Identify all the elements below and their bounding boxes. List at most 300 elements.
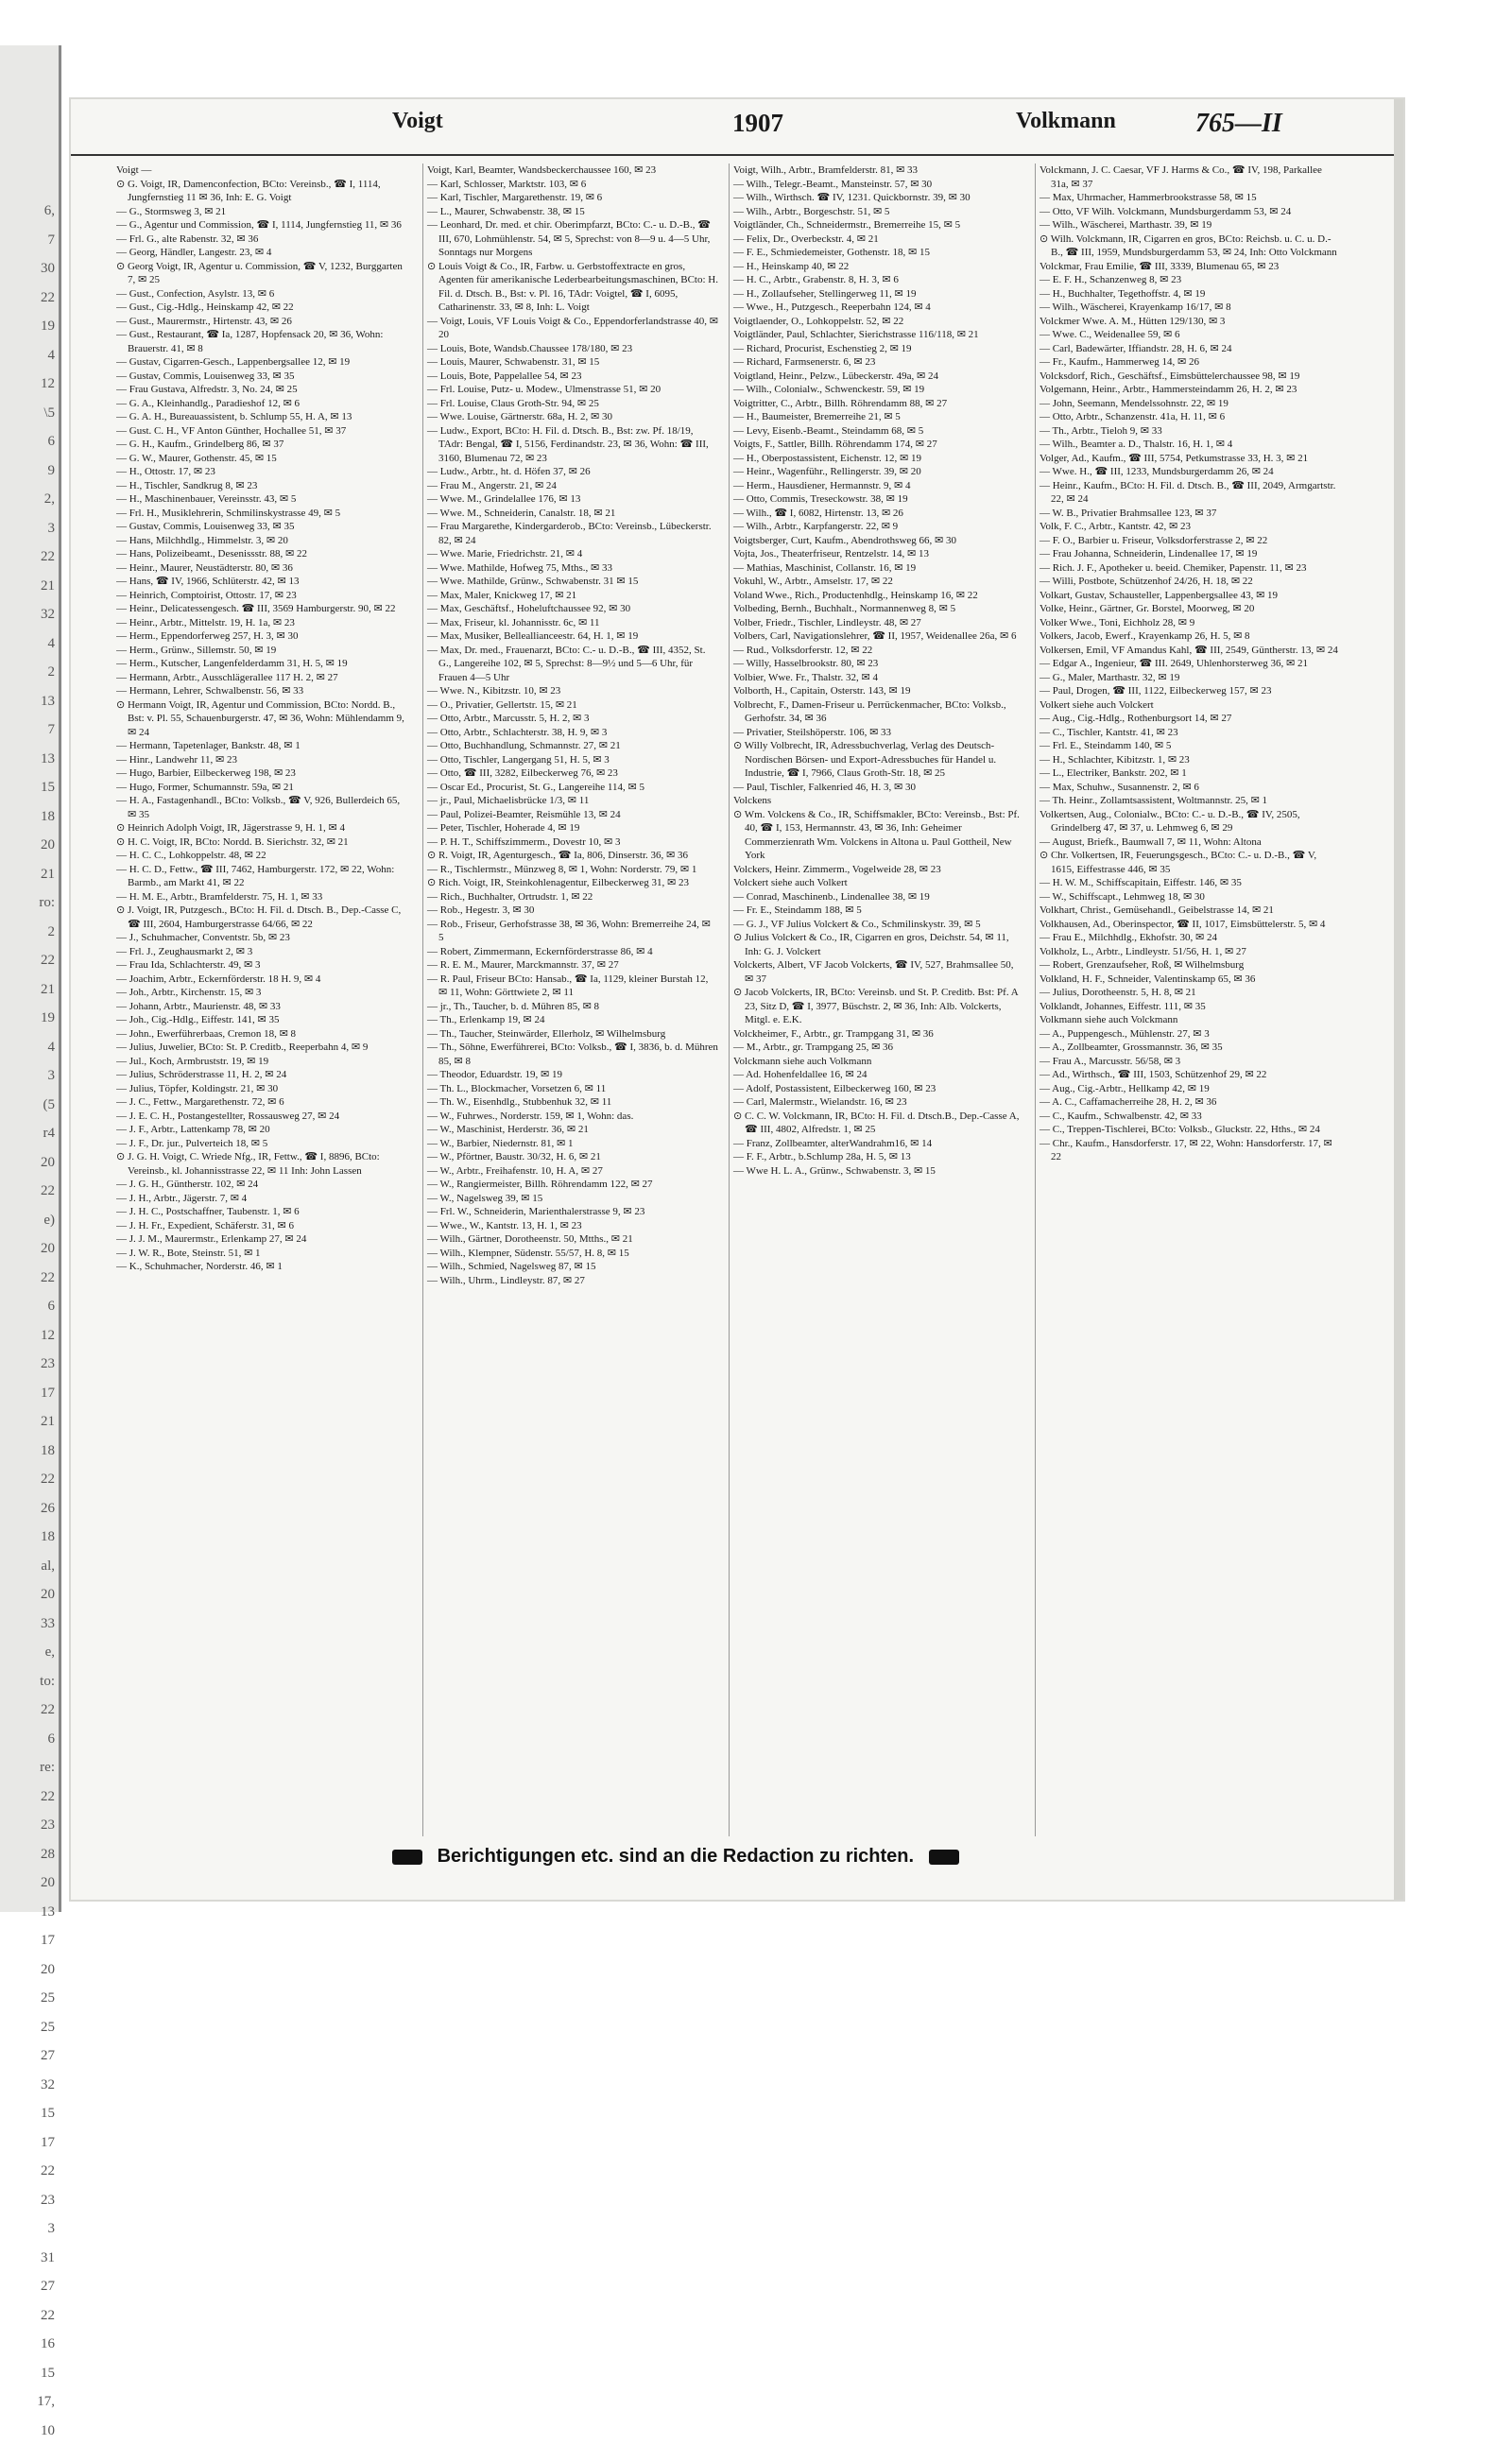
- directory-entry: — Frl. W., Schneiderin, Marienthalerstrasse 9, ✉ 23: [427, 1205, 718, 1219]
- directory-entry: — W., Arbtr., Freihafenstr. 10, H. A, ✉ 27: [427, 1164, 718, 1179]
- directory-entry: ⊙ J. G. H. Voigt, C. Wriede Nfg., IR, Fettw., ☎ I, 8896, BCto: Vereinsb., kl. Johannisstrasse 22, ✉ 11 Inh: John Lassen: [116, 1150, 411, 1178]
- directory-entry: — Wwe. C., Weidenallee 59, ✉ 6: [1040, 328, 1342, 342]
- directory-entry: — Paul, Tischler, Falkenried 46, H. 3, ✉ 30: [733, 781, 1024, 795]
- directory-entry: — August, Briefk., Baumwall 7, ✉ 11, Wohn: Altona: [1040, 835, 1342, 850]
- directory-entry: ⊙ Jacob Volckerts, IR, BCto: Vereinsb. und St. P. Creditb. Bst: Pf. A 23, Sitz D, ☎ I, 3977, Büschstr. 2, ✉ 36, Inh: Alb. Volckerts, Mitgl. e. E.K.: [733, 986, 1024, 1027]
- margin-fragment: 12: [4, 370, 55, 399]
- directory-entry: — Hugo, Barbier, Eilbeckerweg 198, ✉ 23: [116, 766, 411, 781]
- directory-entry: — Wwe. Mathilde, Grünw., Schwabenstr. 31 ✉ 15: [427, 575, 718, 589]
- margin-fragment: 15: [4, 2099, 55, 2128]
- directory-entry: — Hugo, Former, Schumannstr. 59a, ✉ 21: [116, 781, 411, 795]
- directory-entry: — Peter, Tischler, Hoherade 4, ✉ 19: [427, 821, 718, 835]
- directory-entry: Volkert siehe auch Volckert: [1040, 698, 1342, 713]
- directory-entry: — Wwe., W., Kantstr. 13, H. 1, ✉ 23: [427, 1219, 718, 1233]
- margin-fragment: 21: [4, 975, 55, 1005]
- directory-entry: — Otto, ☎ III, 3282, Eilbeckerweg 76, ✉ 23: [427, 766, 718, 781]
- directory-entry: — O., Privatier, Gellertstr. 15, ✉ 21: [427, 698, 718, 713]
- directory-entry: — A., Zollbeamter, Grossmannstr. 36, ✉ 35: [1040, 1041, 1342, 1055]
- directory-entry: — Wilh., Wirthsch. ☎ IV, 1231. Quickbornstr. 39, ✉ 30: [733, 191, 1024, 205]
- margin-fragment: 10: [4, 2417, 55, 2445]
- margin-fragment: 19: [4, 1004, 55, 1033]
- directory-entry: — Frau E., Milchhdlg., Ekhofstr. 30, ✉ 24: [1040, 931, 1342, 945]
- directory-entry: — G. J., VF Julius Volckert & Co., Schmilinskystr. 39, ✉ 5: [733, 918, 1024, 932]
- directory-entry: ⊙ Rich. Voigt, IR, Steinkohlenagentur, Eilbeckerweg 31, ✉ 23: [427, 876, 718, 890]
- directory-entry: — Frau Johanna, Schneiderin, Lindenallee 17, ✉ 19: [1040, 547, 1342, 561]
- directory-entry: — Ad. Hohenfeldallee 16, ✉ 24: [733, 1068, 1024, 1082]
- margin-fragment: 23: [4, 1350, 55, 1379]
- margin-fragment: (5: [4, 1091, 55, 1120]
- directory-entry: — Frl. Louise, Putz- u. Modew., Ulmenstrasse 51, ✉ 20: [427, 383, 718, 397]
- directory-entry: — L., Electriker, Bankstr. 202, ✉ 1: [1040, 766, 1342, 781]
- directory-entry: — Rich., Buchhalter, Ortrudstr. 1, ✉ 22: [427, 890, 718, 904]
- directory-entry: Voigtritter, C., Arbtr., Billh. Röhrendamm 88, ✉ 27: [733, 397, 1024, 411]
- directory-entry: Volbers, Carl, Navigationslehrer, ☎ II, 1957, Weidenallee 26a, ✉ 6: [733, 629, 1024, 644]
- margin-fragment: 16: [4, 2330, 55, 2359]
- margin-fragment: 9: [4, 456, 55, 486]
- directory-entry: — Leonhard, Dr. med. et chir. Oberimpfarzt, BCto: C.- u. D.-B., ☎ III, 670, Lohmühlenstr. 54, ✉ 5, Sprechst: von 8—9 u. 4—5 Uhr, Sonntags nur Morgens: [427, 218, 718, 260]
- directory-entry: — C., Kaufm., Schwalbenstr. 42, ✉ 33: [1040, 1110, 1342, 1124]
- directory-entry: — Frl. Louise, Claus Groth-Str. 94, ✉ 25: [427, 397, 718, 411]
- directory-entry: — Fr., Kaufm., Hammerweg 14, ✉ 26: [1040, 355, 1342, 370]
- margin-fragment: 3: [4, 2214, 55, 2244]
- directory-entry: — Joachim, Arbtr., Eckernförderstr. 18 H. 9, ✉ 4: [116, 973, 411, 987]
- directory-entry: ⊙ Willy Volbrecht, IR, Adressbuchverlag, Verlag des Deutsch-Nordischen Börsen- und Export-Adressbuches für Handel u. Industrie, ☎ I, 7966, Claus Groth-Str. 18, ✉ 25: [733, 739, 1024, 781]
- directory-entry: Voigt, Wilh., Arbtr., Bramfelderstr. 81, ✉ 33: [733, 164, 1024, 178]
- margin-fragment: 13: [4, 1898, 55, 1927]
- directory-entry: — L., Maurer, Schwabenstr. 38, ✉ 15: [427, 205, 718, 219]
- directory-entry: — Otto, Tischler, Langergang 51, H. 5, ✉ 3: [427, 753, 718, 767]
- directory-entry: — John., Ewerführerbaas, Cremon 18, ✉ 8: [116, 1027, 411, 1042]
- directory-entry: Volckmar, Frau Emilie, ☎ III, 3339, Blumenau 65, ✉ 23: [1040, 260, 1342, 274]
- directory-entry: — M., Arbtr., gr. Trampgang 25, ✉ 36: [733, 1041, 1024, 1055]
- margin-fragment: 27: [4, 2041, 55, 2071]
- directory-entry: — Hermann, Arbtr., Ausschlägerallee 117 H. 2, ✉ 27: [116, 671, 411, 685]
- directory-entry: Volke, Heinr., Gärtner, Gr. Borstel, Moorweg, ✉ 20: [1040, 602, 1342, 616]
- margin-fragment: 20: [4, 1580, 55, 1610]
- directory-entry: — P. H. T., Schiffszimmerm., Dovestr 10, ✉ 3: [427, 835, 718, 850]
- margin-fragment: 6,: [4, 197, 55, 226]
- directory-entry: — Wilh., Telegr.-Beamt., Mansteinstr. 57, ✉ 30: [733, 178, 1024, 192]
- margin-fragment: 22: [4, 284, 55, 313]
- directory-entry: — W. B., Privatier Brahmsallee 123, ✉ 37: [1040, 507, 1342, 521]
- directory-entry: Volckerts, Albert, VF Jacob Volckerts, ☎ IV, 527, Brahmsallee 50, ✉ 37: [733, 958, 1024, 986]
- directory-entry: — Mathias, Maschinist, Collanstr. 16, ✉ 19: [733, 561, 1024, 576]
- directory-entry: — Louis, Maurer, Schwabenstr. 31, ✉ 15: [427, 355, 718, 370]
- margin-fragment: 22: [4, 2301, 55, 2331]
- directory-entry: Volber, Friedr., Tischler, Lindleystr. 48, ✉ 27: [733, 616, 1024, 630]
- margin-fragment: 7: [4, 226, 55, 255]
- directory-entry: ⊙ Hermann Voigt, IR, Agentur und Commission, BCto: Nordd. B., Bst: v. Pl. 55, Schauenburgerstr. 47, ✉ 36, Wohn: Mühlendamm 9, ✉ 24: [116, 698, 411, 740]
- directory-entry: — Otto, Commis, Treseckowstr. 38, ✉ 19: [733, 492, 1024, 507]
- margin-fragment: 18: [4, 1523, 55, 1552]
- directory-entry: Volckens: [733, 794, 1024, 808]
- directory-entry: — G. H., Kaufm., Grindelberg 86, ✉ 37: [116, 438, 411, 452]
- margin-fragment: 31: [4, 2244, 55, 2273]
- margin-fragment: 17: [4, 1926, 55, 1955]
- margin-fragment: e): [4, 1206, 55, 1235]
- directory-entry: — G. A., Kleinhandlg., Paradieshof 12, ✉ 6: [116, 397, 411, 411]
- margin-fragment: 13: [4, 745, 55, 774]
- directory-entry: — G., Stormsweg 3, ✉ 21: [116, 205, 411, 219]
- directory-page: [71, 99, 1403, 1900]
- directory-entry: — J. W. R., Bote, Steinstr. 51, ✉ 1: [116, 1247, 411, 1261]
- margin-fragment: re:: [4, 1753, 55, 1782]
- directory-entry: Volckheimer, F., Arbtr., gr. Trampgang 31, ✉ 36: [733, 1027, 1024, 1042]
- directory-entry: — Julius, Dorotheenstr. 5, H. 8, ✉ 21: [1040, 986, 1342, 1000]
- directory-entry: ⊙ Heinrich Adolph Voigt, IR, Jägerstrasse 9, H. 1, ✉ 4: [116, 821, 411, 835]
- directory-entry: — C., Treppen-Tischlerei, BCto: Volksb., Gluckstr. 22, Hths., ✉ 24: [1040, 1123, 1342, 1137]
- directory-entry: — Wwe. M., Grindelallee 176, ✉ 13: [427, 492, 718, 507]
- margin-fragment: 20: [4, 1955, 55, 1985]
- directory-entry: — Willy, Hasselbrookstr. 80, ✉ 23: [733, 657, 1024, 671]
- directory-entry: — Joh., Arbtr., Kirchenstr. 15, ✉ 3: [116, 986, 411, 1000]
- margin-fragment: 6: [4, 427, 55, 456]
- directory-entry: — Levy, Eisenb.-Beamt., Steindamm 68, ✉ 5: [733, 424, 1024, 439]
- directory-entry: — Willi, Postbote, Schützenhof 24/26, H. 18, ✉ 22: [1040, 575, 1342, 589]
- directory-entry: — R. Paul, Friseur BCto: Hansab., ☎ Ia, 1129, kleiner Burstah 12, ✉ 11, Wohn: Görttwiete 2, ✉ 11: [427, 973, 718, 1000]
- directory-entry: — Julius, Schröderstrasse 11, H. 2, ✉ 24: [116, 1068, 411, 1082]
- directory-entry: — W., Maschinist, Herderstr. 36, ✉ 21: [427, 1123, 718, 1137]
- directory-entry: — Gust. C. H., VF Anton Günther, Hochallee 51, ✉ 37: [116, 424, 411, 439]
- directory-entry: Volckmer Wwe. A. M., Hütten 129/130, ✉ 3: [1040, 315, 1342, 329]
- directory-entry: — J. C., Fettw., Margarethenstr. 72, ✉ 6: [116, 1095, 411, 1110]
- directory-entry: — Robert, Zimmermann, Eckernförderstrasse 86, ✉ 4: [427, 945, 718, 959]
- margin-fragment: 21: [4, 572, 55, 601]
- directory-entry: — H., Tischler, Sandkrug 8, ✉ 23: [116, 479, 411, 493]
- pointing-hand-icon: [392, 1850, 422, 1865]
- directory-entry: — jr., Th., Taucher, b. d. Mühren 85, ✉ 8: [427, 1000, 718, 1014]
- directory-entry: — Frau M., Angerstr. 21, ✉ 24: [427, 479, 718, 493]
- directory-entry: — Julius, Töpfer, Koldingstr. 21, ✉ 30: [116, 1082, 411, 1096]
- directory-entry: — Heinrich, Comptoirist, Ottostr. 17, ✉ 23: [116, 589, 411, 603]
- directory-entry: — Franz, Zollbeamter, alterWandrahm16, ✉ 14: [733, 1137, 1024, 1151]
- margin-fragment: 22: [4, 1465, 55, 1494]
- directory-entry: Volkland, H. F., Schneider, Valentinskamp 65, ✉ 36: [1040, 973, 1342, 987]
- directory-entry: — Max, Uhrmacher, Hammerbrookstrasse 58, ✉ 15: [1040, 191, 1342, 205]
- directory-entry: Volkhausen, Ad., Oberinspector, ☎ II, 1017, Eimsbüttelerstr. 5, ✉ 4: [1040, 918, 1342, 932]
- margin-fragment: 32: [4, 2071, 55, 2100]
- directory-entry: — Otto, Arbtr., Marcusstr. 5, H. 2, ✉ 3: [427, 712, 718, 726]
- directory-entry: — Wwe. Marie, Friedrichstr. 21, ✉ 4: [427, 547, 718, 561]
- directory-entry: — J. F., Dr. jur., Pulverteich 18, ✉ 5: [116, 1137, 411, 1151]
- directory-entry: — Th. L., Blockmacher, Vorsetzen 6, ✉ 11: [427, 1082, 718, 1096]
- margin-fragment: 2: [4, 658, 55, 687]
- directory-entry: — John, Seemann, Mendelssohnstr. 22, ✉ 19: [1040, 397, 1342, 411]
- directory-entry: — Karl, Tischler, Margarethenstr. 19, ✉ 6: [427, 191, 718, 205]
- directory-entry: — Wwe. Louise, Gärtnerstr. 68a, H. 2, ✉ 30: [427, 410, 718, 424]
- directory-column-4: [1035, 164, 1342, 1836]
- directory-entry: — Voigt, Louis, VF Louis Voigt & Co., Eppendorferlandstrasse 40, ✉ 20: [427, 315, 718, 342]
- directory-columns: [116, 164, 1341, 1836]
- directory-entry: — Richard, Farmsenerstr. 6, ✉ 23: [733, 355, 1024, 370]
- directory-entry: Volkersen, Emil, VF Amandus Kahl, ☎ III, 2549, Güntherstr. 13, ✉ 24: [1040, 644, 1342, 658]
- margin-fragment: 3: [4, 1061, 55, 1091]
- directory-entry: — H. C., Arbtr., Grabenstr. 8, H. 3, ✉ 6: [733, 273, 1024, 287]
- directory-entry: — Adolf, Postassistent, Eilbeckerweg 160, ✉ 23: [733, 1082, 1024, 1096]
- directory-entry: Volckmann siehe auch Volkmann: [733, 1055, 1024, 1069]
- directory-entry: — Aug., Cig.-Arbtr., Hellkamp 42, ✉ 19: [1040, 1082, 1342, 1096]
- directory-entry: — Heinr., Delicatessengesch. ☎ III, 3569 Hamburgerstr. 90, ✉ 22: [116, 602, 411, 616]
- margin-fragment: 22: [4, 946, 55, 975]
- directory-entry: — H. C. D., Fettw., ☎ III, 7462, Hamburgerstr. 172, ✉ 22, Wohn: Barmb., am Markt 41, ✉ 22: [116, 863, 411, 890]
- margin-fragment: 23: [4, 1811, 55, 1840]
- directory-entry: — W., Fuhrwes., Norderstr. 159, ✉ 1, Wohn: das.: [427, 1110, 718, 1124]
- margin-fragment: al,: [4, 1552, 55, 1581]
- directory-entry: — Herm., Eppendorferweg 257, H. 3, ✉ 30: [116, 629, 411, 644]
- directory-entry: — Wilh., Wäscherei, Marthastr. 39, ✉ 19: [1040, 218, 1342, 232]
- margin-fragment: 3: [4, 514, 55, 543]
- margin-fragment: 4: [4, 341, 55, 370]
- directory-entry: — Frau A., Marcusstr. 56/58, ✉ 3: [1040, 1055, 1342, 1069]
- directory-entry: Voigts, F., Sattler, Billh. Röhrendamm 174, ✉ 27: [733, 438, 1024, 452]
- directory-entry: — H., Maschinenbauer, Vereinsstr. 43, ✉ 5: [116, 492, 411, 507]
- directory-entry: — Gust., Restaurant, ☎ Ia, 1287, Hopfensack 20, ✉ 36, Wohn: Brauerstr. 41, ✉ 8: [116, 328, 411, 355]
- directory-entry: — J. H. C., Postschaffner, Taubenstr. 1, ✉ 6: [116, 1205, 411, 1219]
- directory-entry: — Wilh., Wäscherei, Krayenkamp 16/17, ✉ 8: [1040, 301, 1342, 315]
- directory-entry: — Gust., Confection, Asylstr. 13, ✉ 6: [116, 287, 411, 301]
- running-head-year: 1907: [732, 109, 783, 138]
- directory-entry: — Wilh., Arbtr., Karpfangerstr. 22, ✉ 9: [733, 520, 1024, 534]
- directory-entry: ⊙ Georg Voigt, IR, Agentur u. Commission, ☎ V, 1232, Burggarten 7, ✉ 25: [116, 260, 411, 287]
- directory-entry: — H., Buchhalter, Tegethoffstr. 4, ✉ 19: [1040, 287, 1342, 301]
- directory-entry: — J. H. Fr., Expedient, Schäferstr. 31, ✉ 6: [116, 1219, 411, 1233]
- directory-entry: — Otto, Arbtr., Schlachterstr. 38, H. 9, ✉ 3: [427, 726, 718, 740]
- margin-fragment: 26: [4, 1494, 55, 1524]
- directory-entry: — E. F. H., Schanzenweg 8, ✉ 23: [1040, 273, 1342, 287]
- directory-entry: — C., Tischler, Kantstr. 41, ✉ 23: [1040, 726, 1342, 740]
- margin-fragment: 32: [4, 600, 55, 629]
- directory-entry: — W., Nagelsweg 39, ✉ 15: [427, 1192, 718, 1206]
- directory-entry: — Felix, Dr., Overbeckstr. 4, ✉ 21: [733, 232, 1024, 247]
- margin-fragment: 2,: [4, 485, 55, 514]
- directory-entry: — Max, Schuhw., Susannenstr. 2, ✉ 6: [1040, 781, 1342, 795]
- directory-entry: — Hermann, Lehrer, Schwalbenstr. 56, ✉ 33: [116, 684, 411, 698]
- directory-entry: ⊙ Louis Voigt & Co., IR, Farbw. u. Gerbstoffextracte en gros, Agenten für amerikanische Lederbearbeitungsmaschinen, BCto: H. Fil. d. Dtsch. B., Bst: v. Pl. 16, TAdr: Voigtel, ☎ I, 6095, Catharinenstr. 33, ✉ 8, Inh: L. Voigt: [427, 260, 718, 315]
- directory-entry: — Louis, Bote, Wandsb.Chaussee 178/180, ✉ 23: [427, 342, 718, 356]
- directory-entry: — Oscar Ed., Procurist, St. G., Langereihe 114, ✉ 5: [427, 781, 718, 795]
- directory-entry: Voigt, Karl, Beamter, Wandsbeckerchaussee 160, ✉ 23: [427, 164, 718, 178]
- directory-entry: — Carl, Malermstr., Wielandstr. 16, ✉ 23: [733, 1095, 1024, 1110]
- directory-column-1: [116, 164, 411, 1836]
- directory-entry: — Wilh., Gärtner, Dorotheenstr. 50, Mtths., ✉ 21: [427, 1232, 718, 1247]
- directory-entry: Volbrecht, F., Damen-Friseur u. Perrückenmacher, BCto: Volksb., Gerhofstr. 34, ✉ 36: [733, 698, 1024, 726]
- directory-entry: — Herm., Kutscher, Langenfelderdamm 31, H. 5, ✉ 19: [116, 657, 411, 671]
- directory-entry: Voigtlaender, O., Lohkoppelstr. 52, ✉ 22: [733, 315, 1024, 329]
- margin-fragment: 18: [4, 1437, 55, 1466]
- directory-entry: — Wilh., Schmied, Nagelsweg 87, ✉ 15: [427, 1260, 718, 1274]
- directory-entry: — Georg, Händler, Langestr. 23, ✉ 4: [116, 246, 411, 260]
- margin-fragment: ro:: [4, 888, 55, 918]
- margin-fragment: 17,: [4, 2387, 55, 2417]
- directory-entry: — Paul, Drogen, ☎ III, 1122, Eilbeckerweg 157, ✉ 23: [1040, 684, 1342, 698]
- directory-entry: Volcksdorf, Rich., Geschäftsf., Eimsbüttelerchaussee 98, ✉ 19: [1040, 370, 1342, 384]
- margin-fragment: 20: [4, 1868, 55, 1898]
- margin-fragment: 6: [4, 1725, 55, 1754]
- directory-entry: — Jul., Koch, Armbruststr. 19, ✉ 19: [116, 1055, 411, 1069]
- directory-entry: — Gustav, Commis, Louisenweg 33, ✉ 35: [116, 370, 411, 384]
- running-head-left: Voigt: [392, 109, 443, 134]
- directory-entry: — Max, Friseur, kl. Johannisstr. 6c, ✉ 11: [427, 616, 718, 630]
- margin-fragment: 19: [4, 312, 55, 341]
- footer-notice: [392, 1846, 1167, 1868]
- directory-entry: — Frl. E., Steindamm 140, ✉ 5: [1040, 739, 1342, 753]
- directory-entry: — Max, Maler, Knickweg 17, ✉ 21: [427, 589, 718, 603]
- directory-entry: — G., Agentur und Commission, ☎ I, 1114, Jungfernstieg 11, ✉ 36: [116, 218, 411, 232]
- margin-fragment: 20: [4, 1234, 55, 1264]
- directory-entry: — Wilh., Arbtr., Borgeschstr. 51, ✉ 5: [733, 205, 1024, 219]
- directory-entry: Volckers, Heinr. Zimmerm., Vogelweide 28, ✉ 23: [733, 863, 1024, 877]
- page-number: 765—II: [1195, 109, 1282, 139]
- directory-entry: Volgemann, Heinr., Arbtr., Hammersteindamm 26, H. 2, ✉ 23: [1040, 383, 1342, 397]
- margin-fragment: 4: [4, 629, 55, 659]
- directory-entry: — Louis, Bote, Pappelallee 54, ✉ 23: [427, 370, 718, 384]
- directory-entry: — Max, Dr. med., Frauenarzt, BCto: C.- u. D.-B., ☎ III, 4352, St. G., Langereihe 102, ✉ 5, Sprechst: 8—9½ und 5—6 Uhr, für Frauen 4—5 Uhr: [427, 644, 718, 685]
- directory-entry: Volkers, Jacob, Ewerf., Krayenkamp 26, H. 5, ✉ 8: [1040, 629, 1342, 644]
- directory-entry: — Otto, VF Wilh. Volckmann, Mundsburgerdamm 53, ✉ 24: [1040, 205, 1342, 219]
- directory-entry: — J. F., Arbtr., Lattenkamp 78, ✉ 20: [116, 1123, 411, 1137]
- directory-entry: — Rob., Friseur, Gerhofstrasse 38, ✉ 36, Wohn: Bremerreihe 24, ✉ 5: [427, 918, 718, 945]
- directory-entry: Volkhart, Christ., Gemüsehandl., Geibelstrasse 14, ✉ 21: [1040, 904, 1342, 918]
- directory-entry: — Ad., Wirthsch., ☎ III, 1503, Schützenhof 29, ✉ 22: [1040, 1068, 1342, 1082]
- directory-entry: — Hinr., Landwehr 11, ✉ 23: [116, 753, 411, 767]
- margin-fragment: 22: [4, 1782, 55, 1812]
- directory-entry: Voigtland, Heinr., Pelzw., Lübeckerstr. 49a, ✉ 24: [733, 370, 1024, 384]
- margin-fragment: 4: [4, 1033, 55, 1062]
- directory-entry: — F. F., Arbtr., b.Schlump 28a, H. 5, ✉ 13: [733, 1150, 1024, 1164]
- margin-fragment: 15: [4, 2359, 55, 2388]
- directory-entry: — Otto, Buchhandlung, Schmannstr. 27, ✉ 21: [427, 739, 718, 753]
- directory-entry: ⊙ G. Voigt, IR, Damenconfection, BCto: Vereinsb., ☎ I, 1114, Jungfernstieg 11 ✉ 36, Inh: E. G. Voigt: [116, 178, 411, 205]
- margin-fragment: 21: [4, 1407, 55, 1437]
- directory-entry: — W., Schiffscapt., Lehmweg 18, ✉ 30: [1040, 890, 1342, 904]
- running-head: [71, 99, 1394, 156]
- directory-entry: — A. C., Caffamacherreihe 28, H. 2, ✉ 36: [1040, 1095, 1342, 1110]
- directory-entry: Volker Wwe., Toni, Eichholz 28, ✉ 9: [1040, 616, 1342, 630]
- directory-entry: — G., Maler, Marthastr. 32, ✉ 19: [1040, 671, 1342, 685]
- directory-entry: Volbeding, Bernh., Buchhalt., Normannenweg 8, ✉ 5: [733, 602, 1024, 616]
- directory-entry: — Th., Erlenkamp 19, ✉ 24: [427, 1013, 718, 1027]
- directory-entry: — Frau Margarethe, Kindergarderob., BCto: Vereinsb., Lübeckerstr. 82, ✉ 24: [427, 520, 718, 547]
- directory-entry: — Wwe., H., Putzgesch., Reeperbahn 124, ✉ 4: [733, 301, 1024, 315]
- directory-entry: — Th., Taucher, Steinwärder, Ellerholz, ✉ Wilhelmsburg: [427, 1027, 718, 1042]
- directory-entry: — H. A., Fastagenhandl., BCto: Volksb., ☎ V, 926, Bullerdeich 65, ✉ 35: [116, 794, 411, 821]
- footer-text: Berichtigungen etc. sind an die Redaction zu richten.: [438, 1846, 915, 1867]
- margin-fragment: to:: [4, 1667, 55, 1696]
- directory-entry: Voland Wwe., Rich., Productenhdlg., Heinskamp 16, ✉ 22: [733, 589, 1024, 603]
- margin-fragment: 2: [4, 918, 55, 947]
- directory-entry: — Rich. J. F., Apotheker u. beeid. Chemiker, Papenstr. 11, ✉ 23: [1040, 561, 1342, 576]
- directory-entry: Volbier, Wwe. Fr., Thalstr. 32, ✉ 4: [733, 671, 1024, 685]
- directory-entry: — Theodor, Eduardstr. 19, ✉ 19: [427, 1068, 718, 1082]
- directory-entry: — jr., Paul, Michaelisbrücke 1/3, ✉ 11: [427, 794, 718, 808]
- left-page-edge: [0, 45, 61, 1912]
- directory-entry: — Max, Musiker, Belleallianceestr. 64, H. 1, ✉ 19: [427, 629, 718, 644]
- directory-entry: — Hermann, Tapetenlager, Bankstr. 48, ✉ 1: [116, 739, 411, 753]
- directory-entry: — Wilh., Uhrm., Lindleystr. 87, ✉ 27: [427, 1274, 718, 1288]
- directory-entry: Volkmann siehe auch Volckmann: [1040, 1013, 1342, 1027]
- directory-entry: — Johann, Arbtr., Maurienstr. 48, ✉ 33: [116, 1000, 411, 1014]
- directory-entry: — Julius, Juwelier, BCto: St. P. Creditb., Reeperbahn 4, ✉ 9: [116, 1041, 411, 1055]
- directory-entry: — Wwe. N., Kibitzstr. 10, ✉ 23: [427, 684, 718, 698]
- margin-fragment: 33: [4, 1610, 55, 1639]
- directory-entry: — H. M. E., Arbtr., Bramfelderstr. 75, H. 1, ✉ 33: [116, 890, 411, 904]
- directory-entry: — Hans, Polizeibeamt., Desenissstr. 88, ✉ 22: [116, 547, 411, 561]
- margin-fragment: 20: [4, 1148, 55, 1178]
- directory-entry: — Wwe. Mathilde, Hofweg 75, Mths., ✉ 33: [427, 561, 718, 576]
- directory-entry: — H., Heinskamp 40, ✉ 22: [733, 260, 1024, 274]
- directory-entry: — H., Schlachter, Kibitzstr. 1, ✉ 23: [1040, 753, 1342, 767]
- margin-fragment: 25: [4, 1984, 55, 2013]
- running-head-right: Volkmann: [1016, 109, 1116, 134]
- directory-entry: — Edgar A., Ingenieur, ☎ III. 2649, Uhlenhorsterweg 36, ✉ 21: [1040, 657, 1342, 671]
- margin-fragment: 30: [4, 254, 55, 284]
- directory-entry: Voigt —: [116, 164, 411, 178]
- margin-fragment: 20: [4, 831, 55, 860]
- margin-fragment: 22: [4, 1264, 55, 1293]
- directory-entry: — Gustav, Commis, Louisenweg 33, ✉ 35: [116, 520, 411, 534]
- directory-entry: — K., Schuhmacher, Norderstr. 46, ✉ 1: [116, 1260, 411, 1274]
- directory-entry: Volger, Ad., Kaufm., ☎ III, 5754, Petkumstrasse 33, H. 3, ✉ 21: [1040, 452, 1342, 466]
- directory-entry: — Privatier, Steilshöperstr. 106, ✉ 33: [733, 726, 1024, 740]
- directory-entry: — Rud., Volksdorferstr. 12, ✉ 22: [733, 644, 1024, 658]
- directory-entry: — Gustav, Cigarren-Gesch., Lappenbergsallee 12, ✉ 19: [116, 355, 411, 370]
- pointing-hand-icon: [929, 1850, 959, 1865]
- margin-fragment: 17: [4, 2128, 55, 2158]
- directory-entry: — Gust., Maurermstr., Hirtenstr. 43, ✉ 26: [116, 315, 411, 329]
- margin-fragment: 28: [4, 1840, 55, 1869]
- directory-entry: — Ludw., Arbtr., ht. d. Höfen 37, ✉ 26: [427, 465, 718, 479]
- directory-entry: Voigtländer, Paul, Schlachter, Sierichstrasse 116/118, ✉ 21: [733, 328, 1024, 342]
- directory-entry: — Frau Ida, Schlachterstr. 49, ✉ 3: [116, 958, 411, 973]
- directory-entry: — Herm., Hausdiener, Hermannstr. 9, ✉ 4: [733, 479, 1024, 493]
- directory-entry: — Wilh., ☎ I, 6082, Hirtenstr. 13, ✉ 26: [733, 507, 1024, 521]
- directory-entry: — Th. W., Eisenhdlg., Stubbenhuk 32, ✉ 11: [427, 1095, 718, 1110]
- directory-entry: ⊙ R. Voigt, IR, Agenturgesch., ☎ Ia, 806, Dinserstr. 36, ✉ 36: [427, 849, 718, 863]
- directory-entry: Voigtländer, Ch., Schneidermstr., Bremerreihe 15, ✉ 5: [733, 218, 1024, 232]
- directory-column-2: [422, 164, 718, 1836]
- directory-entry: Vokuhl, W., Arbtr., Amselstr. 17, ✉ 22: [733, 575, 1024, 589]
- directory-entry: — H. W. M., Schiffscapitain, Eiffestr. 146, ✉ 35: [1040, 876, 1342, 890]
- directory-entry: — Richard, Procurist, Eschenstieg 2, ✉ 19: [733, 342, 1024, 356]
- margin-fragment: 17: [4, 1379, 55, 1408]
- directory-entry: — W., Pförtner, Baustr. 30/32, H. 6, ✉ 21: [427, 1150, 718, 1164]
- directory-entry: — Fr. E., Steindamm 188, ✉ 5: [733, 904, 1024, 918]
- directory-entry: Volkholz, L., Arbtr., Lindleystr. 51/56, H. 1, ✉ 27: [1040, 945, 1342, 959]
- directory-entry: — Chr., Kaufm., Hansdorferstr. 17, ✉ 22, Wohn: Hansdorferstr. 17, ✉ 22: [1040, 1137, 1342, 1164]
- directory-entry: — Robert, Grenzaufseher, Roß, ✉ Wilhelmsburg: [1040, 958, 1342, 973]
- directory-entry: — R. E. M., Maurer, Marckmannstr. 37, ✉ 27: [427, 958, 718, 973]
- margin-fragment: 22: [4, 2157, 55, 2186]
- directory-entry: — H., Oberpostassistent, Eichenstr. 12, ✉ 19: [733, 452, 1024, 466]
- directory-entry: — Th. Heinr., Zollamtsassistent, Woltmannstr. 25, ✉ 1: [1040, 794, 1342, 808]
- directory-entry: — R., Tischlermstr., Münzweg 8, ✉ 1, Wohn: Norderstr. 79, ✉ 1: [427, 863, 718, 877]
- directory-entry: Volklandt, Johannes, Eiffestr. 111, ✉ 35: [1040, 1000, 1342, 1014]
- margin-fragment: 22: [4, 1177, 55, 1206]
- directory-entry: Volk, F. C., Arbtr., Kantstr. 42, ✉ 23: [1040, 520, 1342, 534]
- directory-entry: — W., Barbier, Niedernstr. 81, ✉ 1: [427, 1137, 718, 1151]
- directory-entry: — Herm., Grünw., Sillemstr. 50, ✉ 19: [116, 644, 411, 658]
- directory-entry: — Rob., Hegestr. 3, ✉ 30: [427, 904, 718, 918]
- directory-entry: — A., Puppengesch., Mühlenstr. 27, ✉ 3: [1040, 1027, 1342, 1042]
- directory-entry: ⊙ H. C. Voigt, IR, BCto: Nordd. B. Sierichstr. 32, ✉ 21: [116, 835, 411, 850]
- margin-fragment: \5: [4, 399, 55, 428]
- directory-entry: — H., Zollaufseher, Stellingerweg 11, ✉ 19: [733, 287, 1024, 301]
- directory-entry: ⊙ Wm. Volckens & Co., IR, Schiffsmakler, BCto: Vereinsb., Bst: Pf. 40, ☎ I, 153, Hermannstr. 43, ✉ 36, Inh: Geheimer Commerzienrath Wm. Volckens in Altona u. Paul Gottheil, New York: [733, 808, 1024, 863]
- directory-entry: ⊙ Chr. Volkertsen, IR, Feuerungsgesch., BCto: C.- u. D.-B., ☎ V, 1615, Eiffestrasse 446, ✉ 35: [1040, 849, 1342, 876]
- directory-entry: — Conrad, Maschinenb., Lindenallee 38, ✉ 19: [733, 890, 1024, 904]
- directory-entry: Vojta, Jos., Theaterfriseur, Rentzelstr. 14, ✉ 13: [733, 547, 1024, 561]
- margin-fragment: 22: [4, 542, 55, 572]
